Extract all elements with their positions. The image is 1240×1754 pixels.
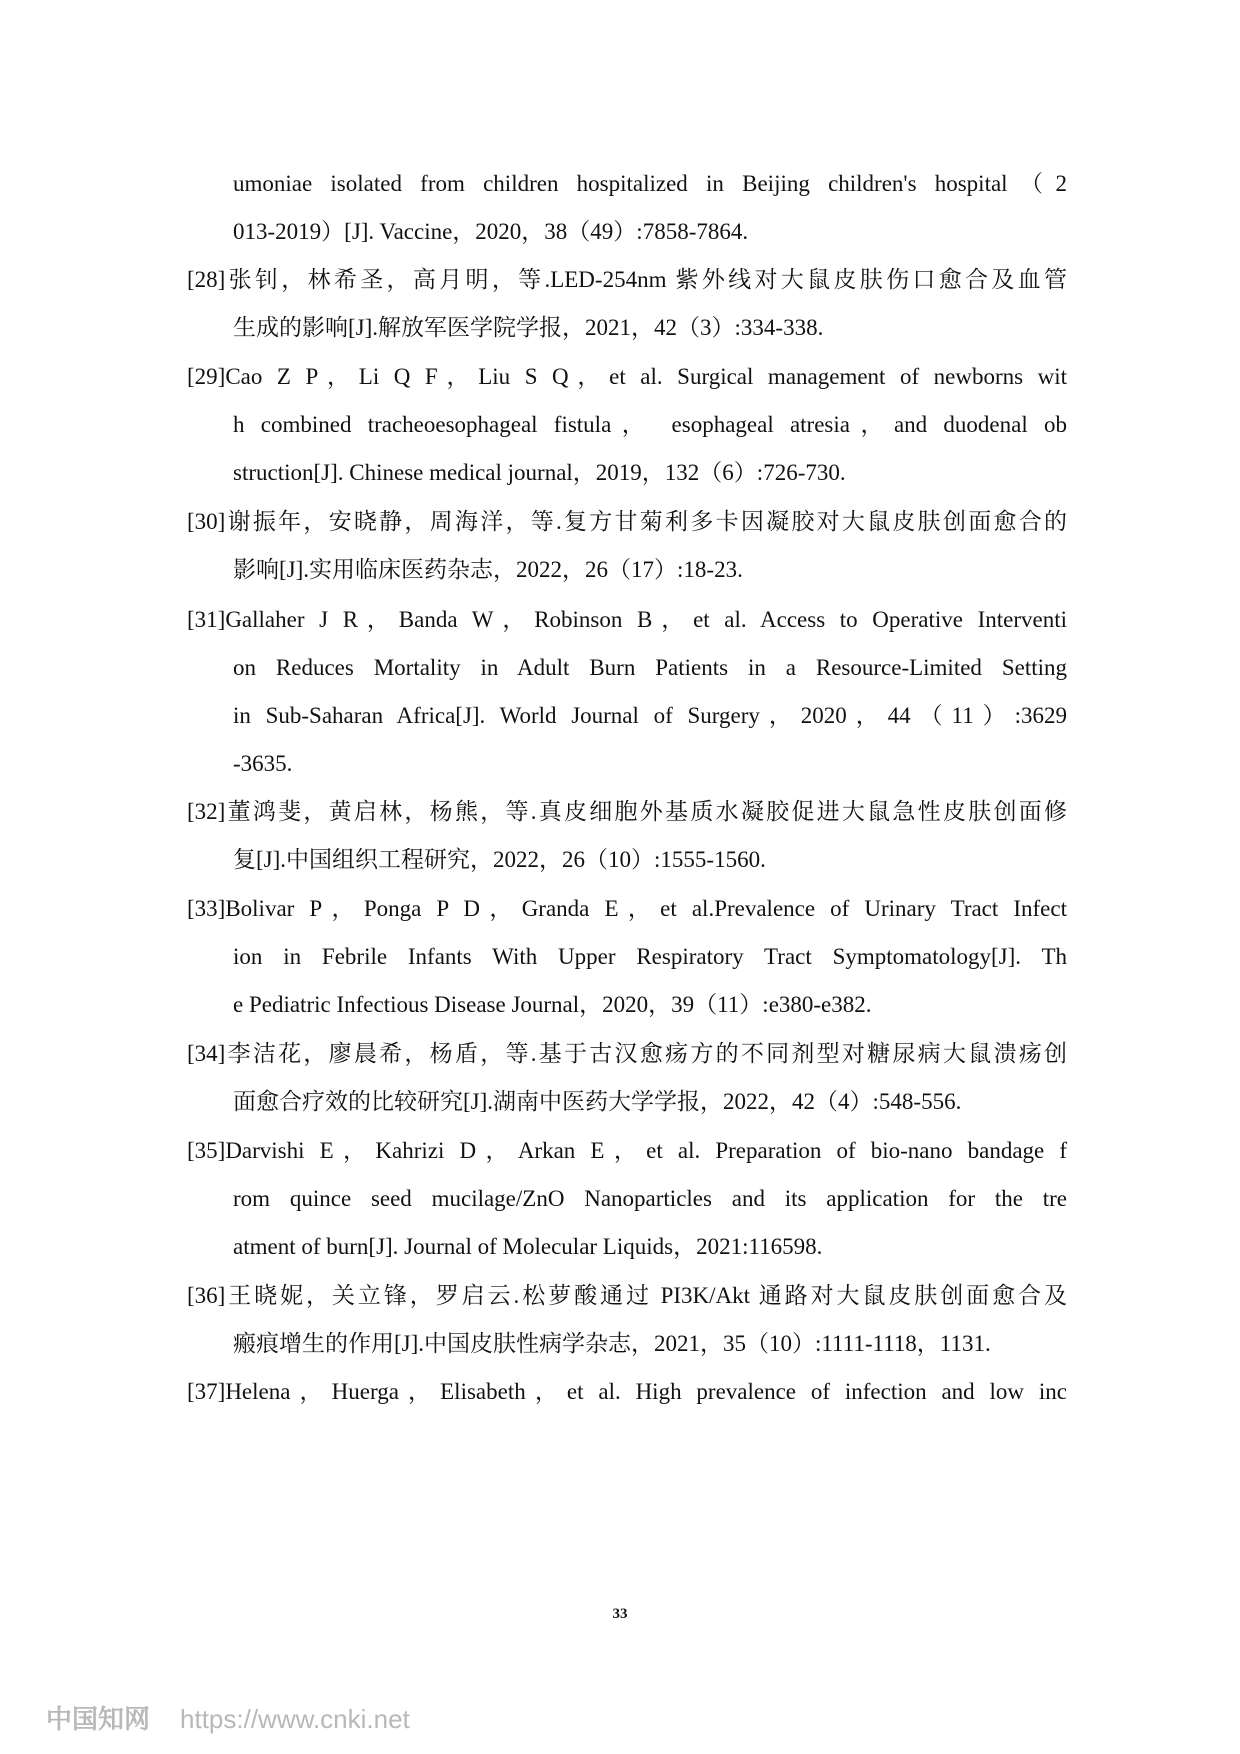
reference-line: on Reduces Mortality in Adult Burn Patients in a Resource-Limited Setting (233, 655, 1067, 680)
reference-line: 瘢痕增生的作用[J].中国皮肤性病学杂志，2021，35（10）:1111-1118，1131. (233, 1331, 991, 1356)
reference-line: [36]王晓妮，关立锋，罗启云.松萝酸通过 PI3K/Akt 通路对大鼠皮肤创面愈合及 (187, 1283, 1067, 1308)
reference-line: 面愈合疗效的比较研究[J].湖南中医药大学学报，2022，42（4）:548-556. (233, 1089, 962, 1114)
reference-line: [28]张钊，林希圣，高月明，等.LED-254nm 紫外线对大鼠皮肤伤口愈合及血管 (187, 267, 1067, 292)
reference-line: [37]Helena，Huerga，Elisabeth，et al. High prevalence of infection and low inc (187, 1379, 1067, 1404)
watermark (46, 1699, 410, 1736)
reference-line: [29]Cao Z P，Li Q F，Liu S Q，et al. Surgical management of newborns wit (187, 364, 1067, 389)
page-number: 33 (612, 1606, 628, 1622)
reference-line: -3635. (233, 751, 293, 776)
reference-line: 生成的影响[J].解放军医学院学报，2021，42（3）:334-338. (233, 315, 824, 340)
reference-line: [32]董鸿斐，黄启林，杨熊，等.真皮细胞外基质水凝胶促进大鼠急性皮肤创面修 (187, 799, 1067, 824)
reference-line: atment of burn[J]. Journal of Molecular Liquids，2021:116598. (233, 1234, 823, 1259)
reference-line: 影响[J].实用临床医药杂志，2022，26（17）:18-23. (233, 557, 743, 582)
reference-line: [31]Gallaher J R，Banda W，Robinson B，et al. Access to Operative Interventi (187, 607, 1067, 632)
reference-line: ion in Febrile Infants With Upper Respiratory Tract Symptomatology[J]. Th (233, 944, 1067, 969)
reference-line: [30]谢振年，安晓静，周海洋，等.复方甘菊利多卡因凝胶对大鼠皮肤创面愈合的 (187, 509, 1067, 534)
reference-line: [34]李洁花，廖晨希，杨盾，等.基于古汉愈疡方的不同剂型对糖尿病大鼠溃疡创 (187, 1041, 1067, 1066)
reference-line: [35]Darvishi E，Kahrizi D，Arkan E，et al. Preparation of bio-nano bandage f (187, 1138, 1067, 1163)
watermark-brand: 中国知网 (46, 1704, 151, 1734)
reference-line: e Pediatric Infectious Disease Journal，2020，39（11）:e380-e382. (233, 992, 872, 1017)
reference-line: umoniae isolated from children hospitalized in Beijing children's hospital（2 (233, 171, 1067, 196)
reference-line: 013-2019）[J]. Vaccine，2020，38（49）:7858-7864. (233, 219, 749, 244)
reference-line: rom quince seed mucilage/ZnO Nanoparticles and its application for the tre (233, 1186, 1067, 1211)
watermark-url: https://www.cnki.net (180, 1704, 410, 1734)
reference-line: h combined tracheoesophageal fistula， esophageal atresia，and duodenal ob (233, 412, 1067, 437)
reference-line: in Sub-Saharan Africa[J]. World Journal of Surgery，2020，44（11）:3629 (233, 703, 1067, 728)
reference-line: [33]Bolivar P，Ponga P D，Granda E，et al.Prevalence of Urinary Tract Infect (187, 896, 1067, 921)
reference-line: 复[J].中国组织工程研究，2022，26（10）:1555-1560. (233, 847, 766, 872)
reference-line: struction[J]. Chinese medical journal，2019，132（6）:726-730. (233, 460, 846, 485)
